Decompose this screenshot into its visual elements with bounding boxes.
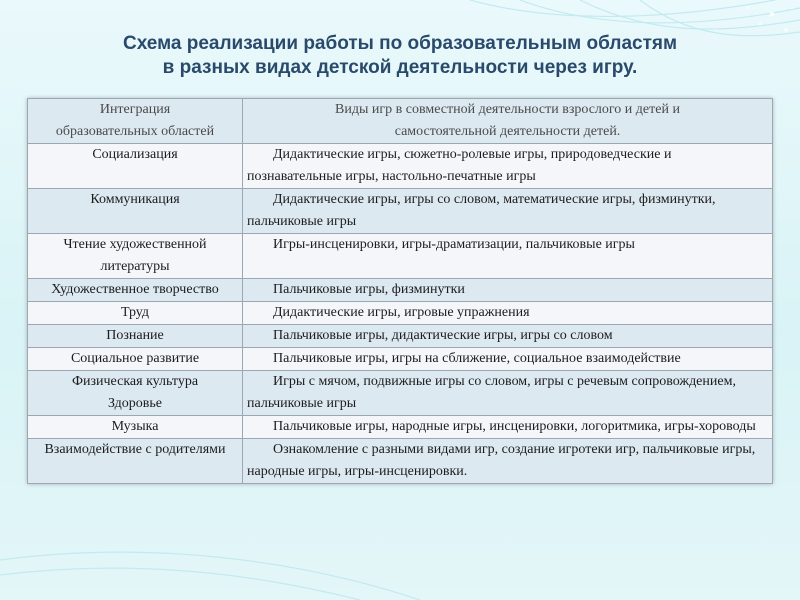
- games-cell: Игры с мячом, подвижные игры со словом, игры с речевым сопровождением, пальчиковые игры: [243, 371, 773, 416]
- slide-title: [0, 32, 800, 80]
- area-cell: Чтение художественной литературы: [28, 234, 243, 279]
- areas-games-table: [27, 98, 773, 484]
- table-row: [28, 371, 773, 416]
- table-row: [28, 144, 773, 189]
- slide-title-line-2: в разных видах детской деятельности через игру.: [162, 57, 638, 78]
- area-cell: Художественное творчество: [28, 279, 243, 302]
- table-row: [28, 325, 773, 348]
- header-areas-cell: Интеграция образовательных областей: [28, 99, 243, 144]
- slide-title-line-1: Схема реализации работы по образовательным областям: [122, 33, 678, 54]
- games-cell: Дидактические игры, игровые упражнения: [243, 302, 773, 325]
- games-cell: Пальчиковые игры, народные игры, инсценировки, логоритмика, игры-хороводы: [243, 416, 773, 439]
- area-cell: Взаимодействие с родителями: [28, 439, 243, 484]
- table-header-row: [28, 99, 773, 144]
- area-cell: Физическая культура Здоровье: [28, 371, 243, 416]
- table-row: [28, 348, 773, 371]
- area-cell: Познание: [28, 325, 243, 348]
- header-games-cell: Виды игр в совместной деятельности взрослого и детей и самостоятельной деятельности детей.: [243, 99, 773, 144]
- table-row: [28, 439, 773, 484]
- area-cell: Социализация: [28, 144, 243, 189]
- area-cell: Музыка: [28, 416, 243, 439]
- table-row: [28, 416, 773, 439]
- table-row: [28, 234, 773, 279]
- games-cell: Пальчиковые игры, дидактические игры, игры со словом: [243, 325, 773, 348]
- games-cell: Пальчиковые игры, игры на сближение, социальное взаимодействие: [243, 348, 773, 371]
- games-cell: Дидактические игры, сюжетно-ролевые игры, природоведческие и познавательные игры, настольно-печатные игры: [243, 144, 773, 189]
- games-cell: Дидактические игры, игры со словом, математические игры, физминутки, пальчиковые игры: [243, 189, 773, 234]
- area-cell: Труд: [28, 302, 243, 325]
- table-row: [28, 189, 773, 234]
- games-cell: Пальчиковые игры, физминутки: [243, 279, 773, 302]
- table-row: [28, 302, 773, 325]
- area-cell: Коммуникация: [28, 189, 243, 234]
- table-row: [28, 279, 773, 302]
- games-cell: Ознакомление с разными видами игр, создание игротеки игр, пальчиковые игры, народные игры, игры-инсценировки.: [243, 439, 773, 484]
- games-cell: Игры-инсценировки, игры-драматизации, пальчиковые игры: [243, 234, 773, 279]
- area-cell: Социальное развитие: [28, 348, 243, 371]
